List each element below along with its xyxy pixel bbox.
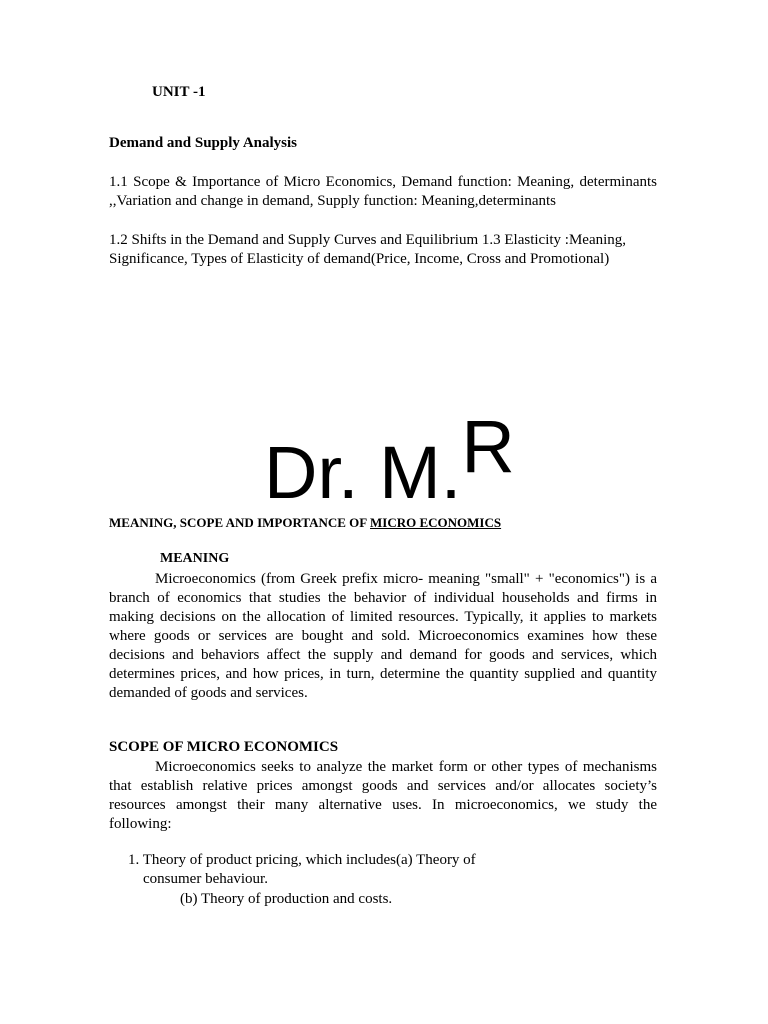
section-heading-prefix: MEANING, SCOPE AND IMPORTANCE OF	[109, 515, 370, 530]
section-heading	[109, 515, 501, 531]
list-item-line-2: consumer behaviour.	[143, 871, 268, 887]
list-sub-item-b: (b) Theory of production and costs.	[180, 891, 393, 907]
chapter-heading: Demand and Supply Analysis	[109, 135, 297, 151]
meaning-subheading: MEANING	[160, 551, 230, 566]
list-item	[128, 851, 548, 889]
syllabus-item-1-1: 1.1 Scope & Importance of Micro Economics, Demand function: Meaning, determinants ,,Variation and change in demand, Supply function: Meaning,determinants	[109, 174, 657, 209]
list-item-line-1: 1. Theory of product pricing, which includes(a) Theory of	[128, 852, 476, 868]
author-watermark	[264, 405, 515, 514]
meaning-paragraph: Microeconomics (from Greek prefix micro- meaning "small" + "economics") is a branch of economics that studies the behavior of individual households and firms in making decisions on the allocation of limited resources. Typically, it applies to markets where goods or services are bought and sold. Microeconomics examines how these decisions and behaviors affect the supply and demand for goods and services, which determines prices, and how prices, in turn, determine the quantity supplied and quantity demanded of goods and services.	[109, 571, 657, 701]
watermark-main-text: Dr. M.	[264, 431, 462, 514]
unit-title: UNIT -1	[152, 84, 206, 100]
scope-paragraph: Microeconomics seeks to analyze the market form or other types of mechanisms that establish relative prices amongst goods and services and/or allocates society’s resources amongst their many alternative uses. In microeconomics, we study the following:	[109, 759, 657, 832]
section-heading-underlined: MICRO ECONOMICS	[370, 515, 502, 530]
syllabus-item-1-2: 1.2 Shifts in the Demand and Supply Curves and Equilibrium 1.3 Elasticity :Meaning, Significance, Types of Elasticity of demand(Price, Income, Cross and Promotional)	[109, 232, 627, 267]
scope-heading: SCOPE OF MICRO ECONOMICS	[109, 739, 339, 755]
watermark-raised-letter: R	[461, 405, 515, 488]
